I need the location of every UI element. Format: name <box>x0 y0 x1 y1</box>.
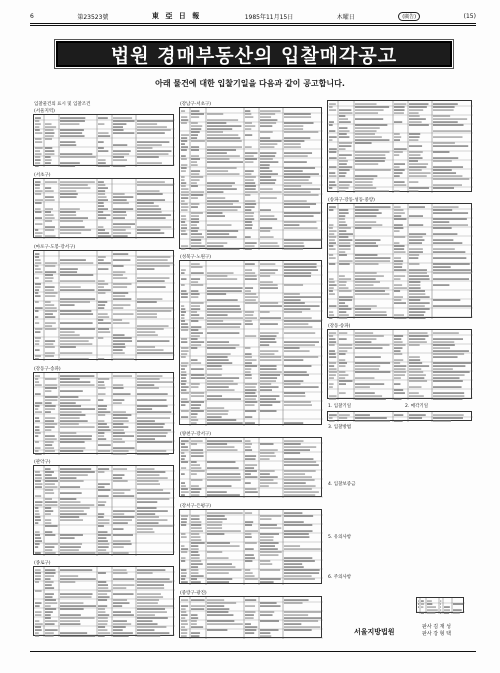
issue-number: 第23523號 <box>77 13 109 21</box>
court-name: 서울지방법원 <box>354 628 395 636</box>
signoff <box>354 624 451 637</box>
fine-print-texture <box>34 567 175 637</box>
fine-print-texture <box>34 373 175 455</box>
listing-table <box>33 566 174 636</box>
masthead-rule-thin <box>30 25 476 26</box>
listing-table <box>33 465 174 555</box>
listing-table <box>327 100 472 192</box>
notice-item: 1. 입찰기일 <box>328 404 352 409</box>
listing-table <box>33 250 174 360</box>
notice-item: 2. 매각기일 <box>405 404 429 409</box>
issue-weekday: 木曜日 <box>336 13 355 21</box>
section-title: (성북구·노원구) <box>180 255 212 260</box>
notice-item: 3. 입찰방법 <box>328 425 352 430</box>
section-badge: (廣告) <box>398 12 420 21</box>
issue-date: 1985年11月15日 <box>244 13 294 21</box>
listing-table <box>179 107 322 249</box>
listing-table <box>179 509 322 584</box>
listing-table <box>33 372 174 454</box>
fine-print-texture <box>180 261 323 426</box>
listing-table <box>327 203 472 318</box>
section-title: (강남구·서초구) <box>180 102 212 107</box>
section-title: (서초구) <box>34 173 51 178</box>
notice-item: 5. 유의사항 <box>328 535 352 540</box>
fine-print-texture <box>328 412 473 422</box>
footer-rule <box>30 651 476 652</box>
section-title: (종로구) <box>34 561 51 566</box>
section-title: (강동·송파) <box>328 324 351 329</box>
page-number-right: (15) <box>463 12 476 20</box>
page-number-left: 6 <box>30 12 34 20</box>
listing-table <box>179 260 322 425</box>
section-title: (강서구·은평구) <box>180 504 212 509</box>
fine-print-texture <box>180 108 323 250</box>
fine-print-texture <box>328 101 473 193</box>
fine-print-texture <box>34 466 175 556</box>
note-box <box>416 597 464 613</box>
listing-table <box>179 437 322 497</box>
masthead-rule <box>30 23 476 24</box>
section-title: (관악구) <box>34 460 51 465</box>
notice-item: 4. 입찰보증금 <box>328 482 356 487</box>
officer-name: 판사 강 형 택 <box>422 631 451 637</box>
section-title: (서울지역) <box>34 109 55 114</box>
notice-title: 법원 경매부동산의 입찰매각공고 <box>56 41 452 67</box>
fine-print-texture <box>180 438 323 498</box>
section-title: (마포구·도봉·강서구) <box>34 245 76 250</box>
listing-table <box>179 596 322 638</box>
schedule-table <box>327 411 472 421</box>
listing-table <box>33 178 174 238</box>
fine-print-texture <box>417 598 465 614</box>
section-title: (중랑구·광진) <box>180 591 207 596</box>
listing-table <box>33 114 174 166</box>
section-title: (송파구·강동·성동·중랑) <box>328 198 375 203</box>
fine-print-texture <box>328 330 473 400</box>
notice-subtitle: 아래 물건에 대한 입찰기일을 다음과 같이 공고합니다. <box>155 79 345 88</box>
section-title: 입찰물건의 표시 및 입찰조건 <box>34 102 91 107</box>
paper-name: 東 亞 日 報 <box>151 11 202 20</box>
fine-print-texture <box>180 597 323 639</box>
fine-print-texture <box>34 115 175 167</box>
section-title: (양천구·강서구) <box>180 432 212 437</box>
fine-print-texture <box>180 510 323 585</box>
notice-item: 6. 주의사항 <box>328 575 352 580</box>
fine-print-texture <box>328 204 473 319</box>
masthead <box>30 10 476 22</box>
fine-print-texture <box>34 251 175 361</box>
officer-name: 판사 김 재 성 <box>422 624 451 630</box>
fine-print-texture <box>34 179 175 239</box>
listing-table <box>327 329 472 399</box>
section-title: (강동구·송파) <box>34 367 61 372</box>
